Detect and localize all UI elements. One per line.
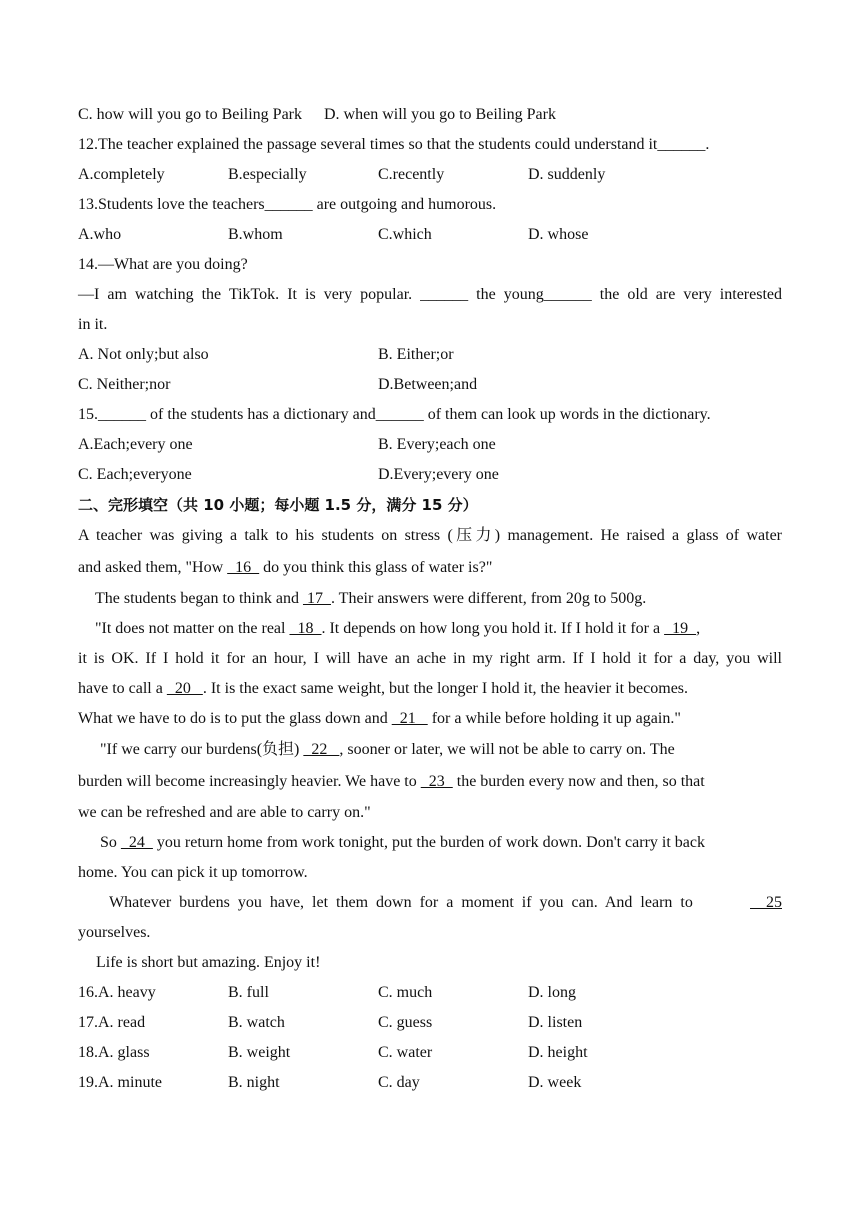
option-18-d: D. height [528, 1044, 588, 1061]
option-18-c: C. water [378, 1044, 433, 1061]
question-15-options-row2 [78, 460, 782, 490]
question-12-option-c: C.recently [378, 166, 445, 183]
cloze-options-16 [78, 978, 782, 1008]
question-14-options-row1 [78, 340, 782, 370]
blank-25: 25 [750, 894, 782, 911]
question-15-stem: 15.______ of the students has a dictionary and______ of them can look up words in the dictionary. [78, 406, 711, 423]
q11-options-row [78, 100, 782, 130]
question-14-options-row2 [78, 370, 782, 400]
option-19-b: B. night [228, 1074, 280, 1091]
option-18-a: 18.A. glass [78, 1044, 150, 1061]
option-17-d: D. listen [528, 1014, 583, 1031]
q11-option-c: C. how will you go to Beiling Park [78, 106, 302, 123]
question-14-option-b: B. Either;or [378, 346, 454, 363]
passage-line: So 24 you return home from work tonight, put the burden of work down. Don't carry it back [100, 834, 705, 851]
passage-line: and asked them, "How 16 do you think this glass of water is?" [78, 559, 493, 576]
question-14-option-d: D.Between;and [378, 376, 478, 393]
passage-line: Life is short but amazing. Enjoy it! [96, 954, 321, 971]
option-18-b: B. weight [228, 1044, 291, 1061]
question-15-option-a: A.Each;every one [78, 436, 193, 453]
option-16-b: B. full [228, 984, 269, 1001]
blank-22: 22 [303, 741, 340, 758]
blank-20: 20 [166, 680, 203, 697]
passage-line: we can be refreshed and are able to carry on." [78, 804, 371, 821]
passage-line: What we have to do is to put the glass down and 21 for a while before holding it up again." [78, 710, 681, 727]
passage-line: "It does not matter on the real 18 . It depends on how long you hold it. If I hold it for a 19 , [95, 620, 701, 637]
option-16-d: D. long [528, 984, 576, 1001]
question-13-option-b: B.whom [228, 226, 283, 243]
passage-line: home. You can pick it up tomorrow. [78, 864, 308, 881]
section-heading: 二、完形填空（共 10 小题；每小题 1.5 分，满分 15 分） [78, 496, 478, 514]
question-12-option-d: D. suddenly [528, 166, 606, 183]
blank-16: 16 [227, 559, 260, 576]
exam-page [78, 100, 782, 1098]
question-13-options [78, 220, 782, 250]
option-16-c: C. much [378, 984, 433, 1001]
question-12-option-a: A.completely [78, 166, 165, 183]
question-13-option-c: C.which [378, 226, 432, 243]
passage-line: The students began to think and 17 . Their answers were different, from 20g to 500g. [95, 590, 647, 607]
question-15-options-row1 [78, 430, 782, 460]
blank-18: 18 [289, 620, 322, 637]
question-13-stem: 13.Students love the teachers______ are outgoing and humorous. [78, 196, 497, 213]
blank-23: 23 [420, 773, 453, 790]
blank-17: 17 [302, 590, 331, 607]
blank-24: 24 [120, 834, 153, 851]
cloze-options-17 [78, 1008, 782, 1038]
passage-line: burden will become increasingly heavier. We have to 23 the burden every now and then, so that [78, 773, 705, 790]
question-12-option-b: B.especially [228, 166, 307, 183]
cloze-options-18 [78, 1038, 782, 1068]
option-17-c: C. guess [378, 1014, 433, 1031]
option-17-a: 17.A. read [78, 1014, 146, 1031]
option-19-a: 19.A. minute [78, 1074, 162, 1091]
question-13-option-a: A.who [78, 226, 122, 243]
blank-19: 19 [664, 620, 697, 637]
passage-line: yourselves. [78, 924, 151, 941]
question-14-stem: 14.—What are you doing? [78, 256, 248, 273]
option-19-d: D. week [528, 1074, 582, 1091]
question-15-option-c: C. Each;everyone [78, 466, 192, 483]
question-15-option-d: D.Every;every one [378, 466, 499, 483]
question-13-option-d: D. whose [528, 226, 589, 243]
q11-option-d: D. when will you go to Beiling Park [324, 106, 556, 123]
question-15-option-b: B. Every;each one [378, 436, 496, 453]
question-12-options [78, 160, 782, 190]
passage-line: "If we carry our burdens(负担) 22 , sooner or later, we will not be able to carry on. The [100, 741, 675, 758]
question-14-option-a: A. Not only;but also [78, 346, 209, 363]
question-14-option-c: C. Neither;nor [78, 376, 171, 393]
cloze-options-19 [78, 1068, 782, 1098]
question-14-dialogue: —I am watching the TikTok. It is very popular. ______ the young______ the old are very interested [78, 286, 782, 303]
question-14-dialogue-end: in it. [78, 316, 108, 333]
option-19-c: C. day [378, 1074, 420, 1091]
blank-21: 21 [391, 710, 428, 727]
passage-line: A teacher was giving a talk to his students on stress (压力) management. He raised a glass of water [78, 527, 782, 544]
passage-line: it is OK. If I hold it for an hour, I will have an ache in my right arm. If I hold it for a day, you will [78, 650, 782, 667]
question-12-stem: 12.The teacher explained the passage several times so that the students could understand it______. [78, 136, 710, 153]
passage-line: have to call a 20 . It is the exact same weight, but the longer I hold it, the heavier it becomes. [78, 680, 689, 697]
option-17-b: B. watch [228, 1014, 285, 1031]
passage-line: Whatever burdens you have, let them down for a moment if you can. And learn to 25 [78, 888, 782, 918]
option-16-a: 16.A. heavy [78, 984, 156, 1001]
